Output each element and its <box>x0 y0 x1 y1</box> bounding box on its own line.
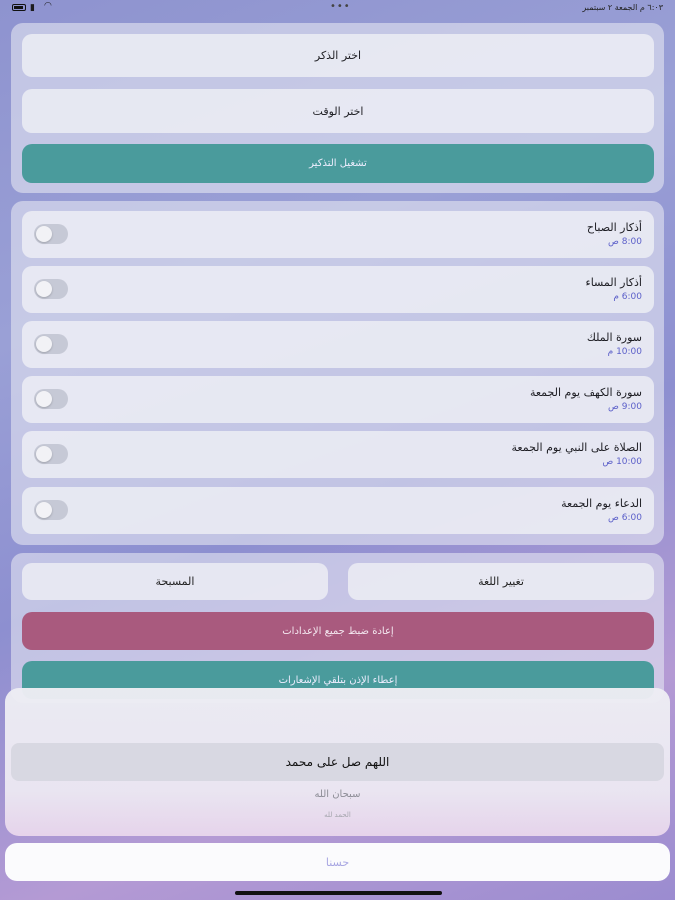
enable-reminder-button[interactable]: تشغيل التذكير <box>22 144 654 183</box>
reminder-row <box>22 211 654 258</box>
reminder-toggle[interactable] <box>34 279 68 299</box>
tasbeeh-button[interactable]: المسبحة <box>22 563 328 600</box>
reminder-time: 10:00 م <box>607 347 642 357</box>
home-indicator[interactable] <box>235 891 442 895</box>
toggle-knob <box>36 336 52 352</box>
status-bar <box>0 0 675 16</box>
reminder-toggle[interactable] <box>34 389 68 409</box>
allow-notifications-button[interactable]: إعطاء الإذن بتلقي الإشعارات <box>22 661 654 699</box>
reminder-title: أذكار المساء <box>585 276 642 289</box>
reminder-title: أذكار الصباح <box>586 221 642 234</box>
battery-icon <box>12 4 26 11</box>
reminder-row <box>22 321 654 368</box>
reminder-time: 8:00 ص <box>608 237 642 247</box>
reminder-title: الدعاء يوم الجمعة <box>561 497 642 510</box>
reminder-time: 10:00 ص <box>602 457 642 467</box>
reminder-setup-card <box>11 23 664 193</box>
reminder-title: الصلاة على النبي يوم الجمعة <box>511 441 642 454</box>
ok-button[interactable]: حسنا <box>5 843 670 881</box>
change-language-button[interactable]: تغيير اللغة <box>348 563 654 600</box>
settings-card <box>11 553 664 703</box>
toggle-knob <box>36 446 52 462</box>
picker-item[interactable]: الحمد لله <box>324 811 351 819</box>
reminder-title: سورة الملك <box>586 331 642 344</box>
reminder-toggle[interactable] <box>34 444 68 464</box>
reminder-row <box>22 266 654 313</box>
reminder-row <box>22 487 654 534</box>
toggle-knob <box>36 502 52 518</box>
reminder-row <box>22 376 654 423</box>
choose-dhikr-button[interactable]: اختر الذكر <box>22 34 654 77</box>
reminder-toggle[interactable] <box>34 500 68 520</box>
toggle-knob <box>36 391 52 407</box>
picker-selected-item[interactable]: اللهم صل على محمد <box>11 743 664 781</box>
reminder-toggle[interactable] <box>34 334 68 354</box>
picker-item[interactable]: سبحان الله <box>314 789 361 800</box>
reminder-row <box>22 431 654 478</box>
reminder-time: 9:00 ص <box>608 402 642 412</box>
multitasking-dots[interactable]: ••• <box>330 1 351 12</box>
status-time: ٦:٠٣ م الجمعة ٢ سبتمبر <box>582 3 663 12</box>
reminders-card <box>11 201 664 545</box>
reminder-toggle[interactable] <box>34 224 68 244</box>
dhikr-picker-sheet <box>5 688 670 836</box>
toggle-knob <box>36 226 52 242</box>
toggle-knob <box>36 281 52 297</box>
signal-icon: ▮ <box>30 3 35 13</box>
reset-settings-button[interactable]: إعادة ضبط جميع الإعدادات <box>22 612 654 650</box>
reminder-time: 6:00 ص <box>608 513 642 523</box>
reminder-time: 6:00 م <box>613 292 642 302</box>
reminder-title: سورة الكهف يوم الجمعة <box>529 386 642 399</box>
choose-time-button[interactable]: اختر الوقت <box>22 89 654 133</box>
wifi-icon: ◠ <box>44 1 52 11</box>
